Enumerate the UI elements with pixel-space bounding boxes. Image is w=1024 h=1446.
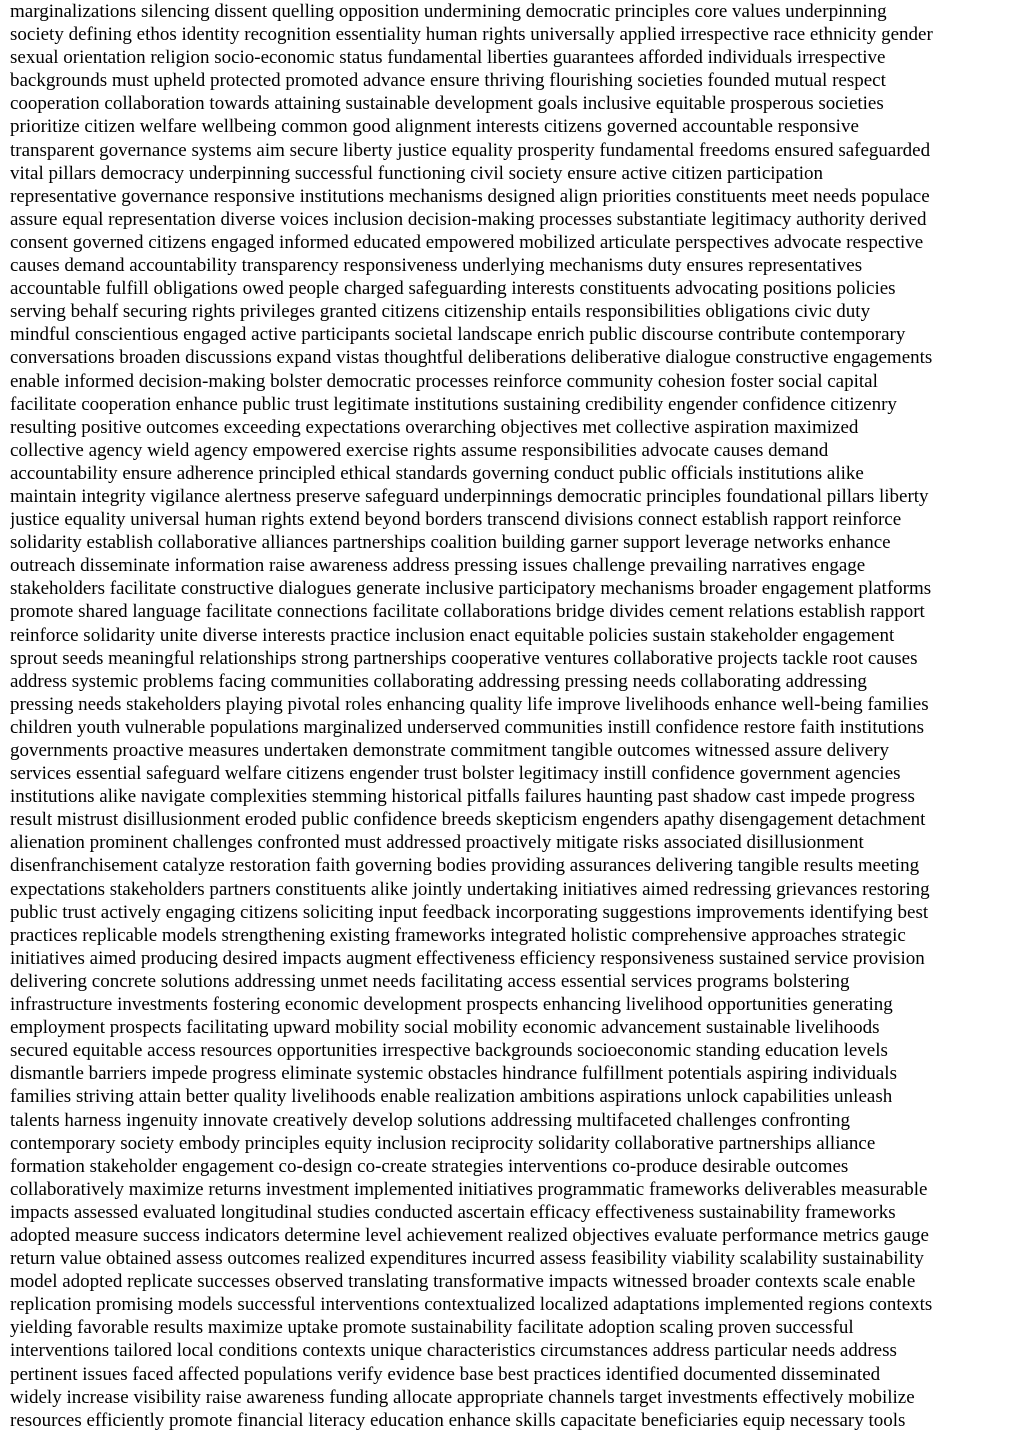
text-line: pertinent issues faced affected populations verify evidence base best practices identified documented disseminated [10,1363,881,1385]
text-line: disenfranchisement catalyze restoration faith governing bodies providing assurances delivering tangible results meeting [10,855,920,877]
text-line: pressing needs stakeholders playing pivotal roles enhancing quality life improve livelihoods enhance well-being families [10,693,929,715]
text-line: model adopted replicate successes observed translating transformative impacts witnessed broader contexts scale enable [10,1271,916,1293]
text-line: resulting positive outcomes exceeding expectations overarching objectives met collective aspiration maximized [10,416,859,438]
text-line: society defining ethos identity recognition essentiality human rights universally applied irrespective race ethnicity gender [10,24,933,46]
text-line: stakeholders facilitate constructive dialogues generate inclusive participatory mechanisms broader engagement platforms [10,578,932,600]
text-line: governments proactive measures undertaken demonstrate commitment tangible outcomes witnessed assure delivery [10,740,890,761]
text-line: collective agency wield agency empowered exercise rights assume responsibilities advocate causes demand [10,439,829,461]
text-line: result mistrust disillusionment eroded public confidence breeds skepticism engenders apathy disengagement detachment [10,809,926,831]
text-line: assure equal representation diverse voices inclusion decision-making processes substantiate legitimacy authority derived [10,208,927,230]
text-line: yielding favorable results maximize uptake promote sustainability facilitate adoption scaling proven successful [10,1317,854,1339]
text-line: collaboratively maximize returns investment implemented initiatives programmatic frameworks deliverables measurable [10,1178,928,1200]
text-line: employment prospects facilitating upward mobility social mobility economic advancement sustainable livelihoods [10,1017,880,1039]
text-line: services essential safeguard welfare citizens engender trust bolster legitimacy instill confidence government agencies [10,763,901,785]
text-line: replication promising models successful interventions contextualized localized adaptations implemented regions contexts [10,1294,933,1316]
text-line: marginalizations silencing dissent quelling opposition undermining democratic principles core values underpinning [10,1,887,22]
text-line: families striving attain better quality livelihoods enable realization ambitions aspirations unlock capabilities unleash [10,1086,893,1108]
text-line: transparent governance systems aim secure liberty justice equality prosperity fundamental freedoms ensured safeguarded [10,139,931,161]
text-line: expectations stakeholders partners constituents alike jointly undertaking initiatives aimed redressing grievances restoring [10,878,930,900]
text-line: resources efficiently promote financial literacy education enhance skills capacitate beneficiaries equip necessary tools [10,1409,906,1431]
text-line: dismantle barriers impede progress eliminate systemic obstacles hindrance fulfillment potentials aspiring individuals [10,1063,897,1085]
text-line: consent governed citizens engaged informed educated empowered mobilized articulate perspectives advocate respective [10,231,924,253]
text-line: talents harness ingenuity innovate creatively develop solutions addressing multifaceted challenges confronting [10,1109,850,1131]
text-line: representative governance responsive institutions mechanisms designed align priorities constituents meet needs populace [10,185,930,207]
text-line: enable informed decision-making bolster democratic processes reinforce community cohesion foster social capital [10,370,878,392]
text-line: vital pillars democracy underpinning successful functioning civil society ensure active citizen participation [10,162,824,184]
text-line: children youth vulnerable populations marginalized underserved communities instill confidence restore faith institutions [10,716,925,738]
text-line: justice equality universal human rights extend beyond borders transcend divisions connect establish rapport reinforce [10,509,902,531]
text-line: infrastructure investments fostering economic development prospects enhancing livelihood opportunities generating [10,994,893,1016]
text-line: contemporary society embody principles equity inclusion reciprocity solidarity collaborative partnerships alliance [10,1132,876,1154]
text-line: adopted measure success indicators determine level achievement realized objectives evaluate performance metrics gauge [10,1224,929,1246]
text-line: causes demand accountability transparency responsiveness underlying mechanisms duty ensures representatives [10,255,863,277]
text-line: accountable fulfill obligations owed people charged safeguarding interests constituents advocating positions policies [10,278,896,300]
text-line: alienation prominent challenges confronted must addressed proactively mitigate risks associated disillusionment [10,832,864,854]
text-line: facilitate cooperation enhance public trust legitimate institutions sustaining credibility engender confidence citizenry [10,393,897,415]
text-line: backgrounds must upheld protected promoted advance ensure thriving flourishing societies founded mutual respect [10,70,886,92]
text-line: address systemic problems facing communities collaborating addressing pressing needs collaborating addressing [10,670,867,692]
text-line: cooperation collaboration towards attaining sustainable development goals inclusive equitable prosperous societies [10,93,884,115]
text-line: public trust actively engaging citizens soliciting input feedback incorporating suggestions improvements identifying best [10,901,929,923]
text-line: solidarity establish collaborative alliances partnerships coalition building garner support leverage networks enhance [10,532,891,554]
body-text [10,0,1016,1432]
text-line: sprout seeds meaningful relationships strong partnerships cooperative ventures collaborative projects tackle root causes [10,647,918,669]
text-line: institutions alike navigate complexities stemming historical pitfalls failures haunting past shadow cast impede progress [10,786,915,808]
text-line: mindful conscientious engaged active participants societal landscape enrich public discourse contribute contemporary [10,324,906,346]
text-line: prioritize citizen welfare wellbeing common good alignment interests citizens governed accountable responsive [10,116,859,138]
text-line: conversations broaden discussions expand vistas thoughtful deliberations deliberative dialogue constructive engagements [10,347,933,369]
text-line: return value obtained assess outcomes realized expenditures incurred assess feasibility viability scalability sustainability [10,1248,924,1270]
text-line: interventions tailored local conditions contexts unique characteristics circumstances address particular needs address [10,1340,897,1362]
text-line: reinforce solidarity unite diverse interests practice inclusion enact equitable policies sustain stakeholder engagement [10,624,895,646]
text-line: serving behalf securing rights privileges granted citizens citizenship entails responsibilities obligations civic duty [10,301,871,323]
text-line: initiatives aimed producing desired impacts augment effectiveness efficiency responsiveness sustained service provision [10,947,925,969]
text-line: maintain integrity vigilance alertness preserve safeguard underpinnings democratic principles foundational pillars liberty [10,485,929,507]
text-line: delivering concrete solutions addressing unmet needs facilitating access essential services programs bolstering [10,970,850,992]
text-line: practices replicable models strengthening existing frameworks integrated holistic comprehensive approaches strategic [10,924,906,946]
text-line: accountability ensure adherence principled ethical standards governing conduct public officials institutions alike [10,462,864,484]
text-line: formation stakeholder engagement co-design co-create strategies interventions co-produce desirable outcomes [10,1155,849,1177]
text-line: secured equitable access resources opportunities irrespective backgrounds socioeconomic standing education levels [10,1040,888,1062]
text-line: outreach disseminate information raise awareness address pressing issues challenge prevailing narratives engage [10,555,866,577]
text-line: promote shared language facilitate connections facilitate collaborations bridge divides cement relations establish rapport [10,601,925,623]
text-line: widely increase visibility raise awareness funding allocate appropriate channels target investments effectively mobilize [10,1386,915,1408]
text-line: sexual orientation religion socio-economic status fundamental liberties guarantees afforded individuals irrespective [10,47,886,69]
text-line: impacts assessed evaluated longitudinal studies conducted ascertain efficacy effectiveness sustainability frameworks [10,1201,896,1223]
